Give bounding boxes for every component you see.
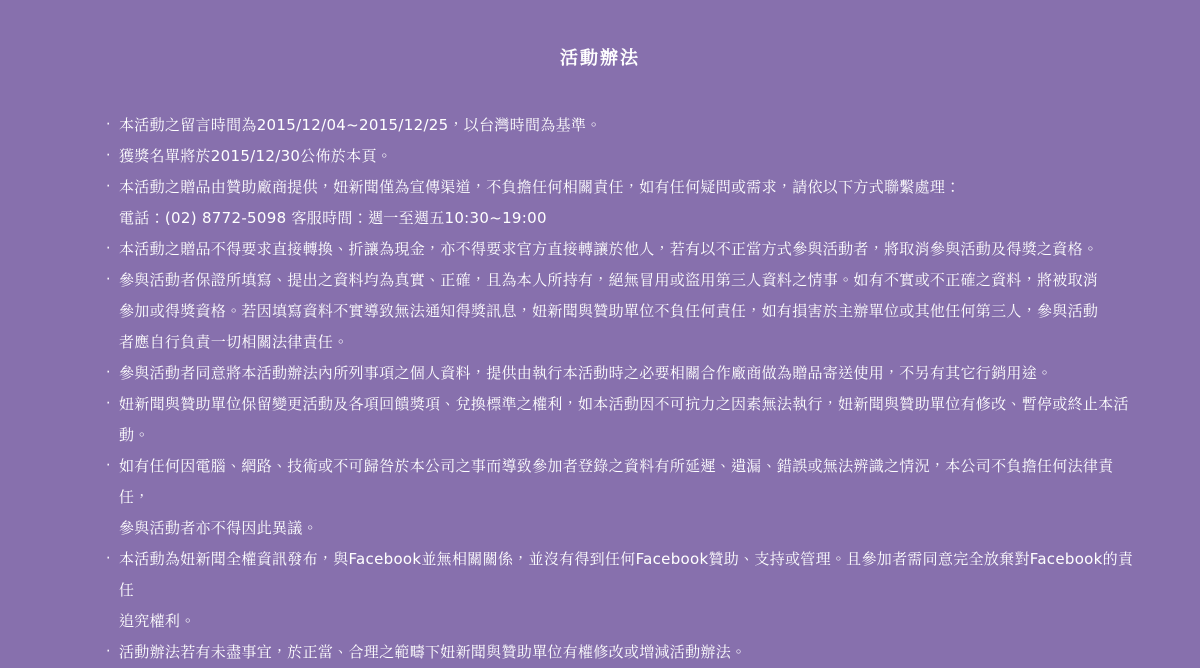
rule-item bbox=[106, 141, 1140, 172]
rule-item bbox=[106, 234, 1140, 265]
rule-line-text: 本活動之留言時間為2015/12/04~2015/12/25，以台灣時間為基準。 bbox=[119, 116, 602, 134]
rule-line-text: 本活動之贈品由贊助廠商提供，妞新聞僅為宣傳渠道，不負擔任何相關責任，如有任何疑問或需求，請依以下方式聯繫處理： bbox=[119, 178, 961, 196]
rule-line-text: 獲獎名單將於2015/12/30公佈於本頁。 bbox=[119, 147, 393, 165]
rule-lines bbox=[119, 234, 1140, 265]
rule-line-text: 參與活動者保證所填寫、提出之資料均為真實、正確，且為本人所持有，絕無冒用或盜用第三人資料之情事。如有不實或不正確之資料，將被取消 bbox=[119, 271, 1099, 289]
page-title: 活動辦法 bbox=[560, 48, 640, 69]
rule-item bbox=[106, 389, 1140, 451]
rule-lines bbox=[119, 172, 1140, 234]
rule-line-text: 活動辦法若有未盡事宜，於正當、合理之範疇下妞新聞與贊助單位有權修改或增減活動辦法。 bbox=[119, 643, 747, 661]
rule-line-text: 者應自行負責一切相關法律責任。 bbox=[119, 333, 349, 351]
rule-lines bbox=[119, 451, 1140, 544]
rule-item bbox=[106, 265, 1140, 358]
rule-lines bbox=[119, 389, 1140, 451]
rule-line-text: 電話：(02) 8772-5098 客服時間：週一至週五10:30~19:00 bbox=[119, 209, 547, 227]
rule-line-text: 本活動之贈品不得要求直接轉換、折讓為現金，亦不得要求官方直接轉讓於他人，若有以不正當方式參與活動者，將取消參與活動及得獎之資格。 bbox=[119, 240, 1099, 258]
bullet-icon: ‧ bbox=[106, 396, 111, 412]
rule-line-text: 本活動為妞新聞全權資訊發布，與Facebook並無相關關係，並沒有得到任何Facebook贊助、支持或管理。且參加者需同意完全放棄對Facebook的責任 bbox=[119, 550, 1134, 599]
rules-list bbox=[0, 110, 1200, 668]
rule-line-text: 參與活動者同意將本活動辦法內所列事項之個人資料，提供由執行本活動時之必要相關合作廠商做為贈品寄送使用，不另有其它行銷用途。 bbox=[119, 364, 1053, 382]
rule-lines bbox=[119, 544, 1140, 637]
rule-lines bbox=[119, 110, 1140, 141]
rule-lines bbox=[119, 141, 1140, 172]
rule-lines bbox=[119, 358, 1140, 389]
rule-line-text: 參與活動者亦不得因此異議。 bbox=[119, 519, 318, 537]
bullet-icon: ‧ bbox=[106, 117, 111, 133]
bullet-icon: ‧ bbox=[106, 365, 111, 381]
bullet-icon: ‧ bbox=[106, 272, 111, 288]
rule-item bbox=[106, 358, 1140, 389]
bullet-icon: ‧ bbox=[106, 551, 111, 567]
rule-item bbox=[106, 172, 1140, 234]
rule-item bbox=[106, 544, 1140, 637]
rule-line-text: 妞新聞與贊助單位保留變更活動及各項回饋獎項、兌換標準之權利，如本活動因不可抗力之因素無法執行，妞新聞與贊助單位有修改、暫停或終止本活動。 bbox=[119, 395, 1129, 444]
bullet-icon: ‧ bbox=[106, 179, 111, 195]
bullet-icon: ‧ bbox=[106, 644, 111, 660]
bullet-icon: ‧ bbox=[106, 241, 111, 257]
rule-line-text: 追究權利。 bbox=[119, 612, 196, 630]
rule-line-text: 參加或得獎資格。若因填寫資料不實導致無法通知得獎訊息，妞新聞與贊助單位不負任何責任，如有損害於主辦單位或其他任何第三人，參與活動 bbox=[119, 302, 1099, 320]
rule-item bbox=[106, 110, 1140, 141]
rule-item bbox=[106, 451, 1140, 544]
bullet-icon: ‧ bbox=[106, 148, 111, 164]
bullet-icon: ‧ bbox=[106, 458, 111, 474]
rule-lines bbox=[119, 265, 1140, 358]
rule-line-text: 如有任何因電腦、網路、技術或不可歸咎於本公司之事而導致參加者登錄之資料有所延遲、遺漏、錯誤或無法辨識之情況，本公司不負擔任何法律責任， bbox=[119, 457, 1114, 506]
